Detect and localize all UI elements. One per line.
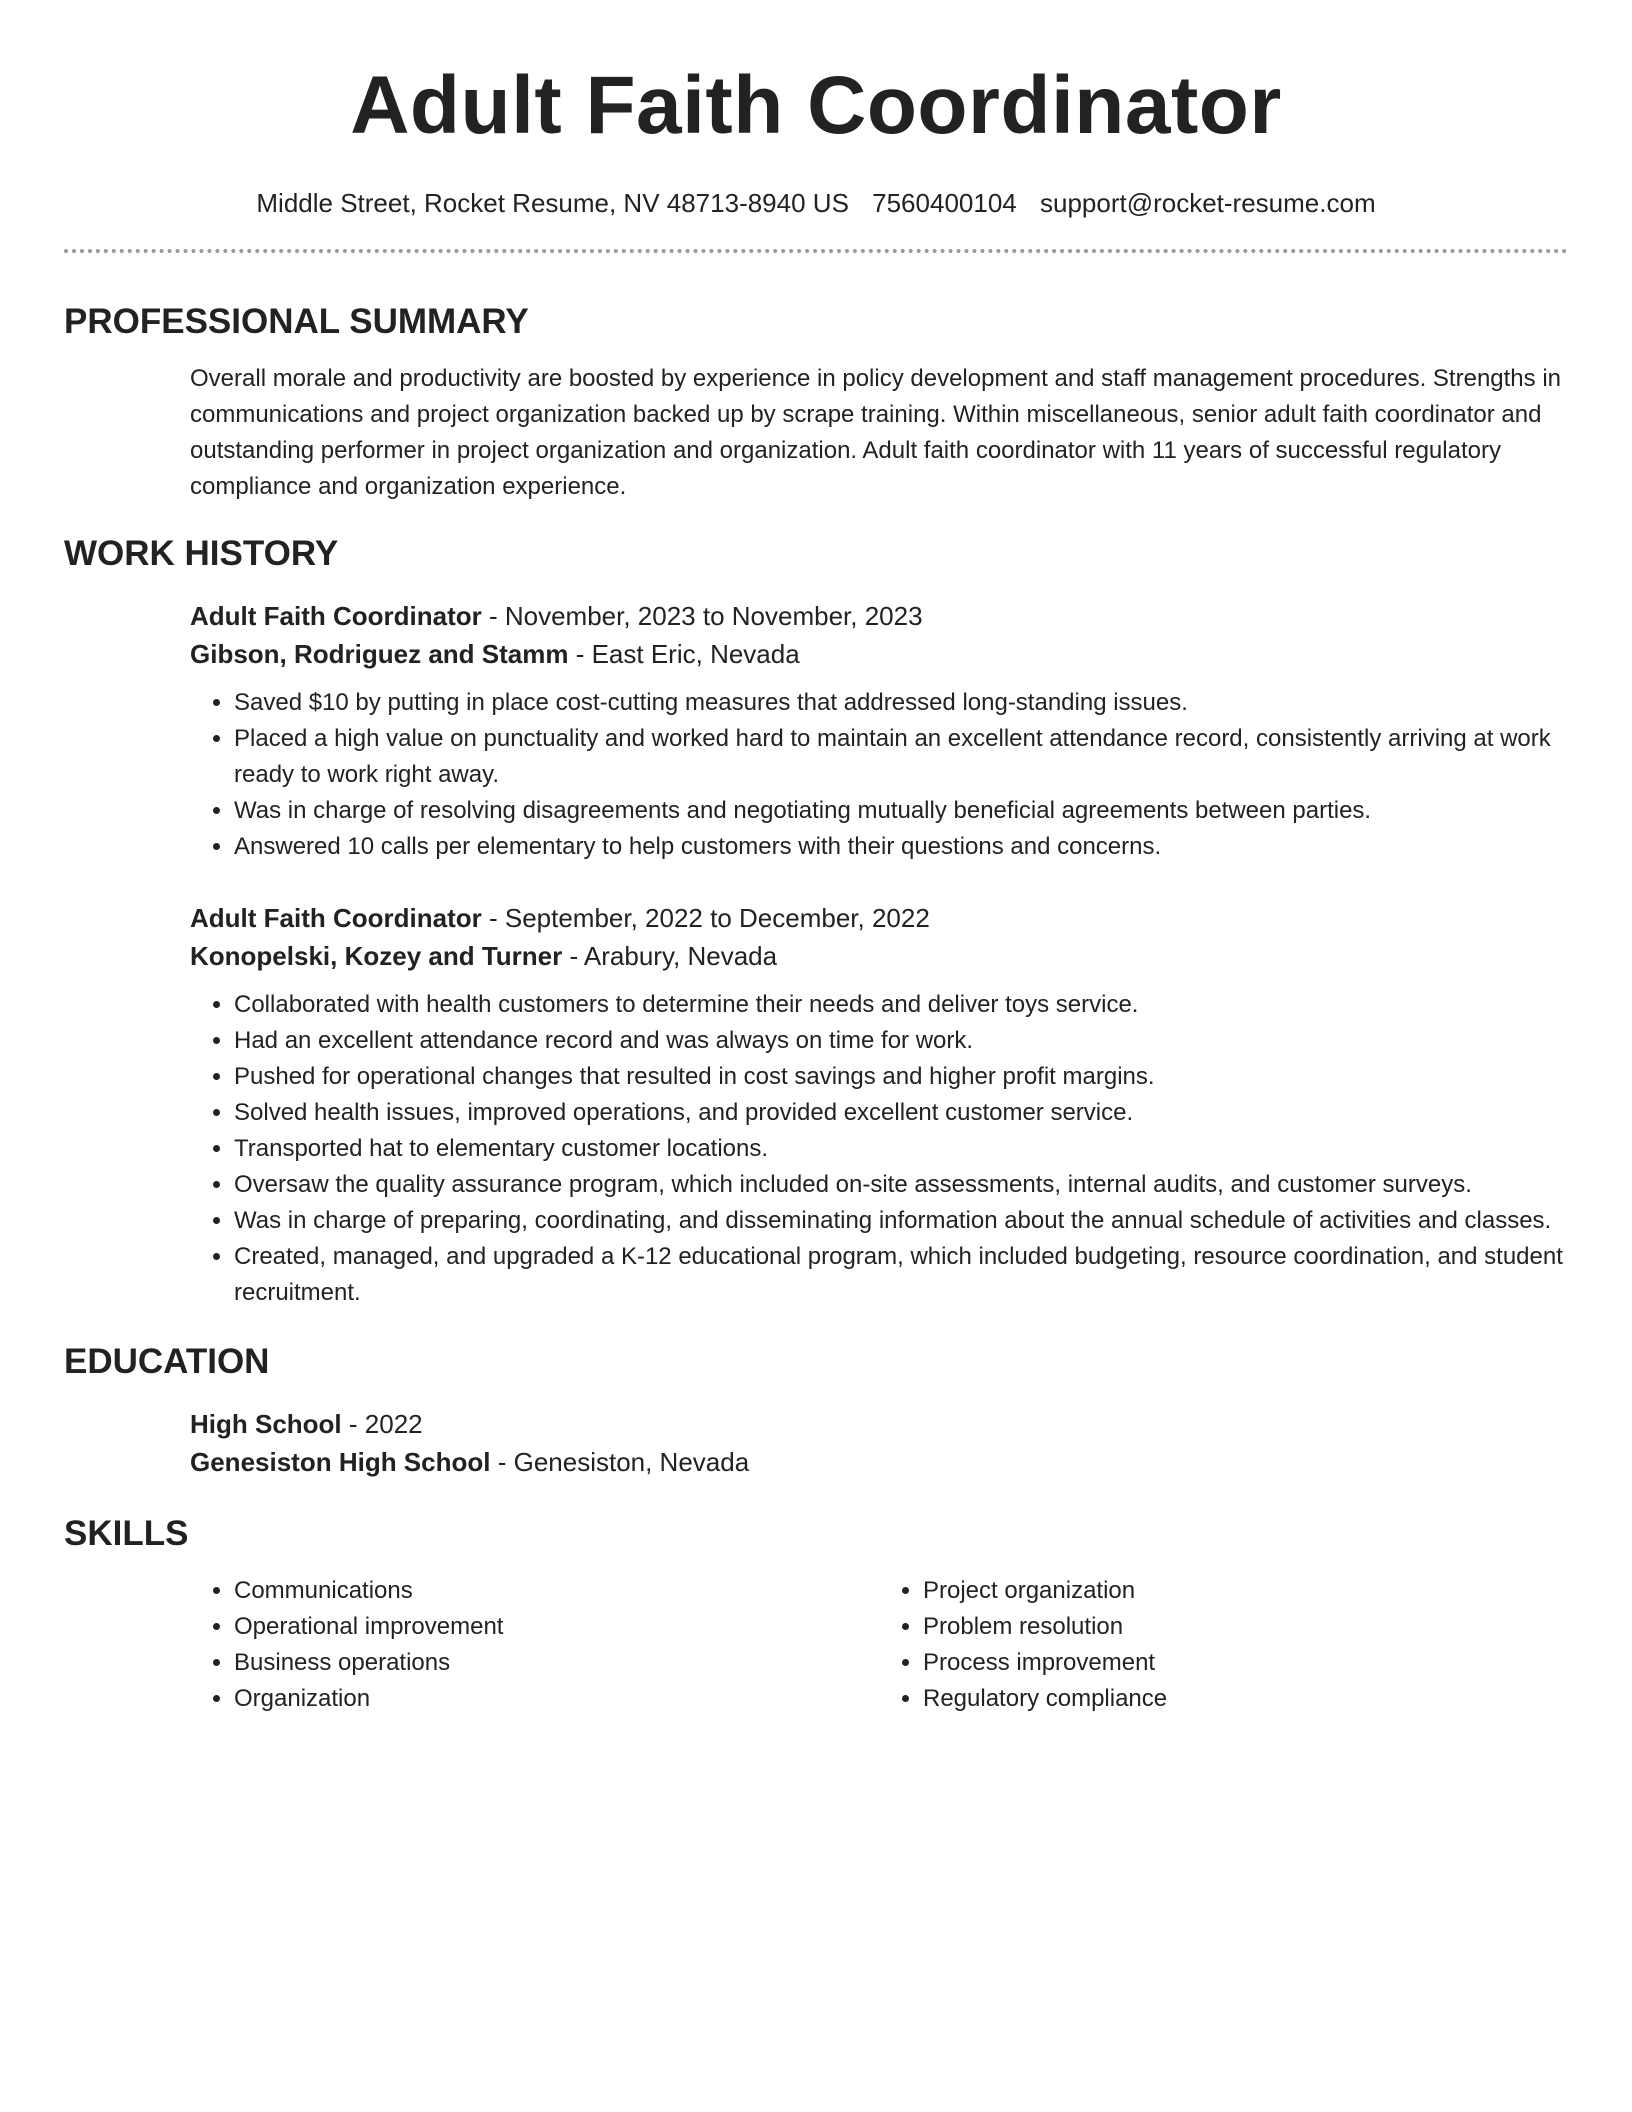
- education-year: - 2022: [341, 1409, 423, 1439]
- summary-section: [64, 361, 1568, 505]
- job-role: Adult Faith Coordinator: [190, 601, 482, 631]
- resume-name: Adult Faith Coordinator: [350, 60, 1282, 151]
- education-location: - Genesiston, Nevada: [490, 1447, 750, 1477]
- job-bullet: • Had an excellent attendance record and was always on time for work.: [234, 1023, 1568, 1059]
- job-role-line: [190, 899, 1568, 937]
- education-degree: High School: [190, 1409, 342, 1439]
- job-bullet: • Placed a high value on punctuality and worked hard to maintain an excellent attendance record, consistently arriving at work ready to work right away.: [234, 721, 1568, 793]
- skill-item: • Business operations: [234, 1645, 879, 1681]
- job-role-line: [190, 597, 1568, 635]
- job-dates: - November, 2023 to November, 2023: [481, 601, 923, 631]
- job-role: Adult Faith Coordinator: [190, 903, 482, 933]
- job-entry: [190, 899, 1568, 1311]
- job-dates: - September, 2022 to December, 2022: [481, 903, 930, 933]
- job-bullets: [190, 987, 1568, 1311]
- job-bullet: • Pushed for operational changes that resulted in cost savings and higher profit margins.: [234, 1059, 1568, 1095]
- section-title-education: EDUCATION: [64, 1342, 270, 1381]
- skill-item: • Communications: [234, 1573, 879, 1609]
- job-location: - Arabury, Nevada: [562, 941, 778, 971]
- skill-item: • Organization: [234, 1681, 879, 1717]
- job-bullet: • Solved health issues, improved operations, and provided excellent customer service.: [234, 1095, 1568, 1131]
- header-divider: [64, 249, 1568, 253]
- job-bullet: • Was in charge of preparing, coordinating, and disseminating information about the annual schedule of activities and classes.: [234, 1203, 1568, 1239]
- section-title-skills: SKILLS: [64, 1514, 189, 1553]
- contact-phone: 7560400104: [872, 188, 1017, 218]
- section-title-work-history: WORK HISTORY: [64, 534, 339, 573]
- job-entry: [190, 597, 1568, 865]
- job-company-line: [190, 635, 1568, 673]
- job-company-line: [190, 937, 1568, 975]
- skill-item: • Process improvement: [923, 1645, 1568, 1681]
- education-school: Genesiston High School: [190, 1447, 491, 1477]
- job-bullet: • Created, managed, and upgraded a K-12 educational program, which included budgeting, resource coordination, and student recruitment.: [234, 1239, 1568, 1311]
- education-school-line: [190, 1443, 1568, 1481]
- job-bullets: [190, 685, 1568, 865]
- education-section: [64, 1405, 1568, 1481]
- contact-line: [64, 186, 1568, 220]
- contact-address: Middle Street, Rocket Resume, NV 48713-8940 US: [256, 188, 849, 218]
- skill-item: • Regulatory compliance: [923, 1681, 1568, 1717]
- job-bullet: • Collaborated with health customers to determine their needs and deliver toys service.: [234, 987, 1568, 1023]
- job-company: Gibson, Rodriguez and Stamm: [190, 639, 569, 669]
- job-bullet: • Saved $10 by putting in place cost-cutting measures that addressed long-standing issues.: [234, 685, 1568, 721]
- skills-grid: [190, 1573, 1568, 1717]
- section-title-summary: PROFESSIONAL SUMMARY: [64, 302, 529, 341]
- skills-column-left: [190, 1573, 879, 1717]
- job-location: - East Eric, Nevada: [568, 639, 800, 669]
- contact-email: support@rocket-resume.com: [1039, 188, 1376, 218]
- job-bullet: • Oversaw the quality assurance program, which included on-site assessments, internal audits, and customer surveys.: [234, 1167, 1568, 1203]
- job-bullet: • Transported hat to elementary customer locations.: [234, 1131, 1568, 1167]
- job-bullet: • Was in charge of resolving disagreements and negotiating mutually beneficial agreements between parties.: [234, 793, 1568, 829]
- education-entry: [190, 1405, 1568, 1481]
- skill-item: • Operational improvement: [234, 1609, 879, 1645]
- job-bullet: • Answered 10 calls per elementary to help customers with their questions and concerns.: [234, 829, 1568, 865]
- skills-column-right: [879, 1573, 1568, 1717]
- skill-item: • Project organization: [923, 1573, 1568, 1609]
- education-degree-line: [190, 1405, 1568, 1443]
- work-history-section: [64, 597, 1568, 1311]
- skill-item: • Problem resolution: [923, 1609, 1568, 1645]
- skills-section: [64, 1573, 1568, 1717]
- summary-text: Overall morale and productivity are boosted by experience in policy development and staff management procedures. Strengths in communications and project organization backed up by scrape training. Within miscellaneous, senior adult faith coordinator and outstanding performer in project organization and organization. Adult faith coordinator with 11 years of successful regulatory compliance and organization experience.: [190, 365, 1561, 500]
- job-company: Konopelski, Kozey and Turner: [190, 941, 563, 971]
